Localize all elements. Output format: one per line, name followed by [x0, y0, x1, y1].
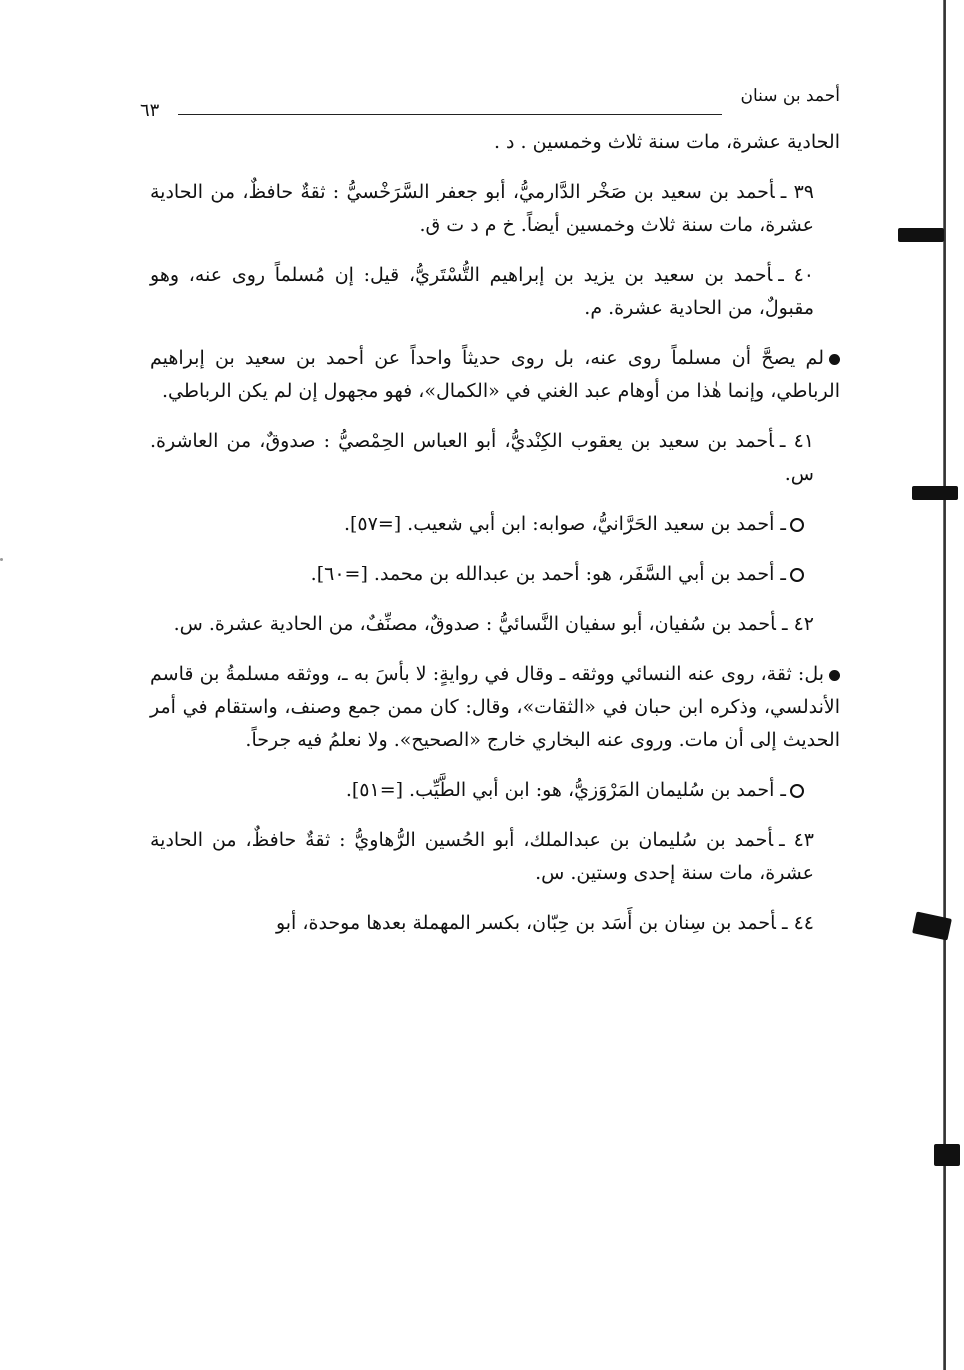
hollow-bullet-icon	[790, 568, 804, 582]
entry-text: أحمد بن سُفيان، أبو سفيان النَّسائيُّ : صدوقٌ، مصنِّفٌ، من الحادية عشرة. س.	[173, 613, 776, 635]
entry-text: أحمد بن سُليمان بن عبدالملك، أبو الحُسين الرُّهاويُّ : ثقةٌ حافظٌ، من الحادية عشرة، مات سنة إحدى وستين. س.	[150, 829, 814, 884]
page-number: ٦٣	[140, 100, 160, 121]
filled-bullet-icon	[829, 670, 840, 681]
filled-bullet-icon	[829, 354, 840, 365]
entry-40	[150, 259, 840, 325]
cross-reference	[150, 774, 840, 807]
cross-reference	[150, 558, 840, 591]
entry-number: ٤٤ ـ	[781, 912, 814, 934]
entry-text: أحمد بن سعيد بن صَخْر الدَّارميُّ، أبو جعفر السَّرَخْسيُّ : ثقةٌ حافظٌ، من الحادية عشرة، مات سنة ثلاث وخمسين أيضاً. خ م د ت ق.	[150, 181, 814, 236]
entry-44	[150, 907, 840, 940]
continuation-paragraph	[150, 126, 840, 159]
entry-text: أحمد بن سِنان بن أَسَد بن حِبّان، بكسر المهملة بعدها موحدة، أبو	[275, 912, 776, 934]
page-header	[140, 86, 840, 126]
margin-mark	[898, 228, 944, 242]
note-text: بل: ثقة، روى عنه النسائي ووثقه ـ وقال في روايةٍ: لا بأسَ به ـ، ووثقه مسلمةُ بن قاسم الأندلسي، وذكره ابن حبان في «الثقات»، وقال: كان ممن جمع وصنف، واستقام في أمر الحديث إلى أن مات. وروى عنه البخاري خارج «الصحيح». ولا نعلمُ فيه جرحاً.	[150, 663, 840, 751]
entry-41	[150, 425, 840, 491]
reference-text: ـ أحمد بن سُليمان المَرْوَزيُّ، هو: ابن أبي الطَّيِّب. [=٥١].	[345, 779, 786, 801]
cross-reference	[150, 508, 840, 541]
entry-text: أحمد بن سعيد بن يعقوب الكِنْديُّ، أبو العباس الحِمْصيُّ : صدوقٌ، من العاشرة. س.	[150, 430, 814, 485]
entry-text: أحمد بن سعيد بن يزيد بن إبراهيم التُّسْتَريُّ، قيل: إن مُسلماً روى عنه، وهو مقبولٌ، من الحادية عشرة. م.	[150, 264, 814, 319]
paragraph-text: الحادية عشرة، مات سنة ثلاث وخمسين . د .	[493, 131, 840, 153]
entry-number: ٤٣ ـ	[779, 829, 814, 851]
entry-number: ٣٩ ـ	[780, 181, 814, 203]
editor-note	[150, 342, 840, 408]
note-text: لم يصحَّ أن مسلماً روى عنه، بل روى حديثاً واحداً عن أحمد بن سعيد بن إبراهيم الرباطي، وإنما هٰذا من أوهام عبد الغني في «الكمال»، فهو مجهول إن لم يكن الرباطي.	[150, 347, 840, 402]
entry-number: ٤٢ ـ	[781, 613, 814, 635]
header-rule	[178, 114, 722, 115]
page-body	[150, 126, 840, 957]
running-head: أحمد بن سنان	[740, 86, 840, 106]
hollow-bullet-icon	[790, 518, 804, 532]
entry-39	[150, 176, 840, 242]
hollow-bullet-icon	[790, 784, 804, 798]
scan-speck	[0, 558, 3, 561]
reference-text: ـ أحمد بن سعيد الحَرَّانيُّ، صوابه: ابن أبي شعيب. [=٥٧].	[343, 513, 786, 535]
margin-mark	[934, 1144, 960, 1166]
editor-note	[150, 658, 840, 757]
margin-mark	[912, 486, 958, 500]
entry-42	[150, 608, 840, 641]
entry-43	[150, 824, 840, 890]
entry-number: ٤٠ ـ	[778, 264, 815, 286]
entry-number: ٤١ ـ	[779, 430, 815, 452]
reference-text: ـ أحمد بن أبي السَّفَر، هو: أحمد بن عبدالله بن محمد. [=٦٠].	[310, 563, 786, 585]
